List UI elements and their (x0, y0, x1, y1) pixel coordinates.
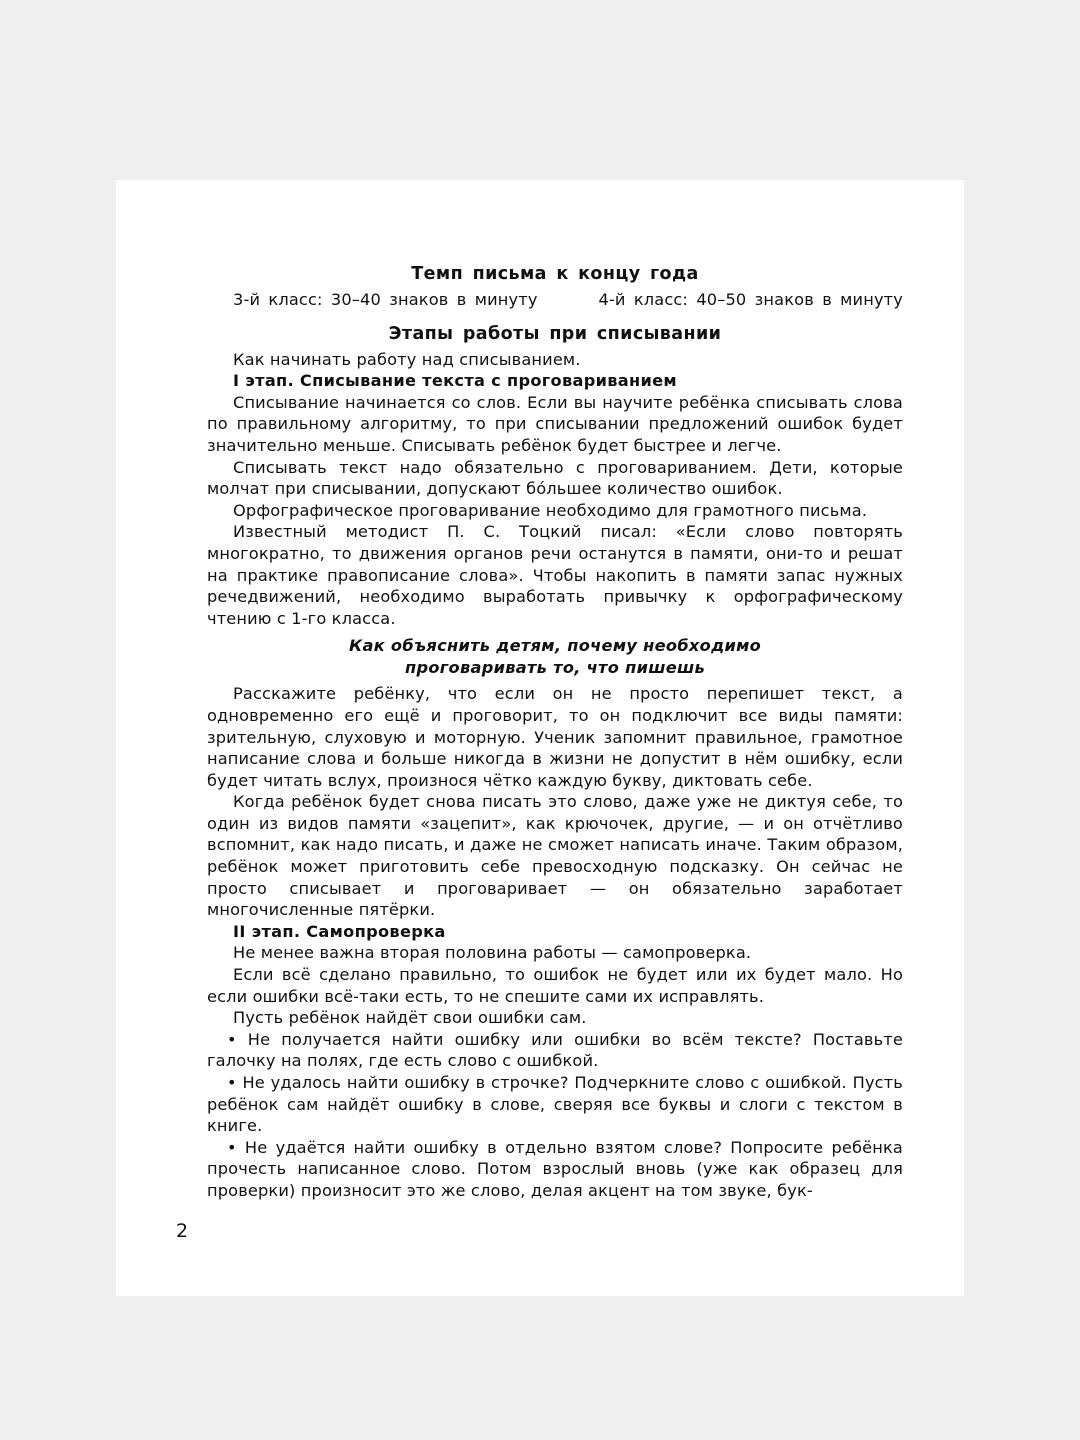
bullet-item: • Не получается найти ошибку или ошибки во всём тексте? Поставьте галочку на полях, где есть слово с ошибкой. (207, 1029, 903, 1071)
paragraph: Орфографическое проговаривание необходимо для грамотного письма. (233, 500, 868, 520)
bullet-item: • Не удаётся найти ошибку в отдельно взятом слове? Попросите ребёнка прочесть написанное слово. Потом взрослый вновь (уже как образец для проверки) произносит это же слово, делая акцент на том звуке, бук- (207, 1137, 903, 1200)
page-title: Темп письма к концу года (411, 264, 699, 284)
tempo-grade3: 3-й класс: 30–40 знаков в минуту (233, 290, 538, 309)
page-number: 2 (176, 1220, 189, 1242)
subheading-line: Как объяснить детям, почему необходимо (348, 636, 762, 656)
stage2-heading: II этап. Самопроверка (233, 921, 446, 941)
paragraph: Расскажите ребёнку, что если он не просто перепишет текст, а одновременно его ещё и проговорит, то он подключит все виды памяти: зрительную, слуховую и моторную. Ученик запомнит правильное, грамотное написание слова и больше никогда в жизни не допустит в нём ошибку, если будет читать вслух, произнося чётко каждую букву, диктовать себе. (207, 684, 903, 790)
tempo-grade4: 4-й класс: 40–50 знаков в минуту (598, 290, 903, 309)
italic-subheading (207, 635, 903, 678)
paragraph: Списывать текст надо обязательно с проговариванием. Дети, которые молчат при списывании, допускают бо́льшее количество ошибок. (207, 457, 903, 499)
paragraph: Известный методист П. С. Тоцкий писал: «Если слово повторять многократно, то движения органов речи останутся в памяти, они-то и решат на практике правописание слова». Чтобы накопить в памяти запас нужных речедвижений, необходимо выработать привычку к орфографическому чтению с 1-го класса. (207, 522, 903, 628)
intro-paragraph: Как начинать работу над списыванием. (233, 349, 581, 369)
paragraph: Если всё сделано правильно, то ошибок не будет или их будет мало. Но если ошибки всё-таки есть, то не спешите сами их исправлять. (207, 965, 903, 1006)
tempo-row (233, 289, 903, 311)
paragraph: Списывание начинается со слов. Если вы научите ребёнка списывать слова по правильному алгоритму, то при списывании предложений ошибок будет значительно меньше. Списывать ребёнок будет быстрее и легче. (207, 392, 903, 455)
book-page (116, 180, 964, 1296)
paragraph: Не менее важна вторая половина работы — самопроверка. (233, 943, 752, 963)
section-title: Этапы работы при списывании (388, 323, 722, 344)
bullet-item: • Не удалось найти ошибку в строчке? Подчеркните слово с ошибкой. Пусть ребёнок сам найдёт ошибку в слове, сверяя все буквы и слоги с текстом в книге. (207, 1073, 903, 1136)
page-content (207, 262, 903, 1202)
stage1-heading: I этап. Списывание текста с проговариванием (233, 371, 677, 391)
subheading-line: проговаривать то, что пишешь (404, 657, 706, 677)
paragraph: Когда ребёнок будет снова писать это слово, даже уже не диктуя себе, то один из видов памяти «зацепит», как крючочек, другие, — и он отчётливо вспомнит, как надо писать, и даже не сможет написать иначе. Таким образом, ребёнок может приготовить себе превосходную подсказку. Он сейчас не просто списывает и проговаривает — он обязательно заработает многочисленные пятёрки. (207, 792, 903, 920)
paragraph: Пусть ребёнок найдёт свои ошибки сам. (233, 1008, 587, 1028)
